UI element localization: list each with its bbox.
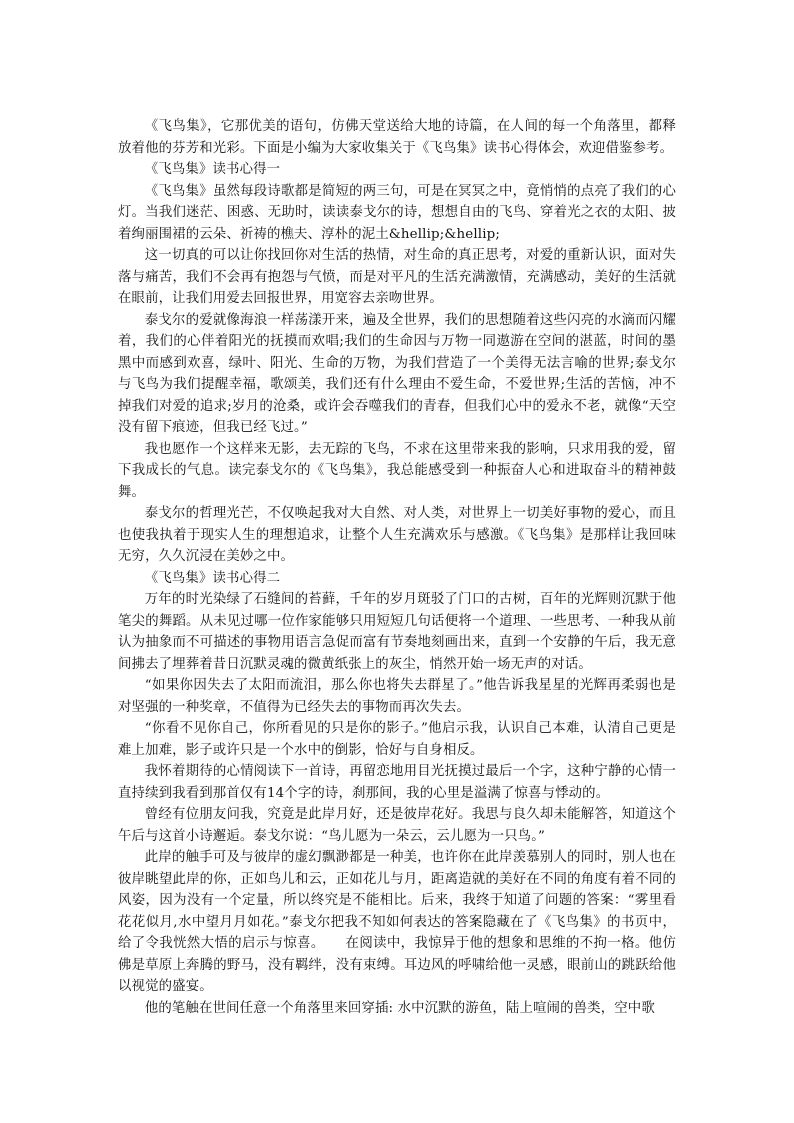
intro-paragraph: 《飞鸟集》，它那优美的语句，仿佛天堂送给大地的诗篇，在人间的每一个角落里，都释放着他的芬芳和光彩。下面是小编为大家收集关于《飞鸟集》读书心得体会，欢迎借鉴参考。	[118, 119, 676, 156]
section-heading-two: 《飞鸟集》读书心得二	[144, 570, 281, 586]
body-paragraph: 《飞鸟集》虽然每段诗歌都是简短的两三句，可是在冥冥之中，竟悄悄的点亮了我们的心灯。当我们迷茫、困惑、无助时，读读泰戈尔的诗，想想自由的飞鸟、穿着光之衣的太阳、披着绚丽围裙的云朵、祈祷的樵夫、淳朴的泥土&hellip;&hellip;	[118, 183, 676, 242]
body-paragraph: 我也愿作一个这样来无影，去无踪的飞鸟，不求在这里带来我的影响，只求用我的爱，留下我成长的气息。读完泰戈尔的《飞鸟集》，我总能感受到一种振奋人心和进取奋斗的精神鼓舞。	[118, 441, 676, 500]
body-paragraph: “你看不见你自己，你所看见的只是你的影子。”他启示我，认识自己本难，认清自己更是难上加难，影子或许只是一个水中的倒影，恰好与自身相反。	[118, 721, 676, 758]
body-paragraph: 泰戈尔的哲理光芒，不仅唤起我对大自然、对人类，对世界上一切美好事物的爱心，而且也使我执着于现实人生的理想追求，让整个人生充满欢乐与感激。《飞鸟集》是那样让我回味无穷，久久沉浸在美妙之中。	[118, 506, 676, 564]
body-paragraph: 曾经有位朋友问我，究竟是此岸月好，还是彼岸花好。我思与良久却未能解答，知道这个午后与这首小诗邂逅。泰戈尔说：“鸟儿愿为一朵云，云儿愿为一只鸟。”	[118, 807, 676, 844]
body-paragraph: 他的笔触在世间任意一个角落里来回穿插: 水中沉默的游鱼，陆上喧闹的兽类，空中歌	[144, 1000, 655, 1016]
document-body	[118, 116, 676, 1019]
body-paragraph: 此岸的触手可及与彼岸的虚幻飘渺都是一种美，也许你在此岸羡慕别人的同时，别人也在彼岸眺望此岸的你，正如鸟儿和云，正如花儿与月，距离造就的美好在不同的角度有着不同的风姿，因为没有一个定量，所以终究是不能相比。后来，我终于知道了问题的答案：“雾里看花花似月,水中望月月如花。”泰戈尔把我不知如何表达的答案隐藏在了《飞鸟集》的书页中，给了令我恍然大悟的启示与惊喜。 在阅读中，我惊异于他的想象和思维的不拘一格。他仿佛是草原上奔腾的野马，没有羁绊，没有束缚。耳边风的呼啸给他一灵感，眼前山的跳跃给他以视觉的盛宴。	[118, 850, 676, 994]
section-heading-one: 《飞鸟集》读书心得一	[144, 162, 281, 177]
body-paragraph: 万年的时光染绿了石缝间的苔藓，千年的岁月斑驳了门口的古树，百年的光辉则沉默于他笔尖的舞蹈。从未见过哪一位作家能够只用短短几句话便将一个道理、一些思考、一种我从前认为抽象而不可描述的事物用语言急促而富有节奏地刻画出来，直到一个安静的午后，我无意间拂去了埋葬着昔日沉默灵魂的微黄纸张上的灰尘，悄然开始一场无声的对话。	[118, 592, 676, 672]
body-paragraph: “如果你因失去了太阳而流泪，那么你也将失去群星了。”他告诉我星星的光辉再柔弱也是对坚强的一种奖章，不值得为已经失去的事物而再次失去。	[118, 678, 676, 715]
body-paragraph: 泰戈尔的爱就像海浪一样荡漾开来，遍及全世界，我们的思想随着这些闪亮的水滴而闪耀着，我们的心伴着阳光的抚摸而欢唱;我们的生命因与万物一同遨游在空间的湛蓝，时间的墨黑中而感到欢喜，绿叶、阳光、生命的万物，为我们营造了一个美得无法言喻的世界;泰戈尔与飞鸟为我们提醒幸福，歌颂美，我们还有什么理由不爱生命，不爱世界;生活的苦恼，冲不掉我们对爱的追求;岁月的沧桑，或许会吞噬我们的青春，但我们心中的爱永不老，就像“天空没有留下痕迹，但我已经飞过。”	[118, 312, 676, 435]
body-paragraph: 我怀着期待的心情阅读下一首诗，再留恋地用目光抚摸过最后一个字，这种宁静的心情一直持续到我看到那首仅有14个字的诗，刹那间，我的心里是溢满了惊喜与悸动的。	[118, 764, 676, 801]
body-paragraph: 这一切真的可以让你找回你对生活的热情，对生命的真正思考，对爱的重新认识，面对失落与痛苦，我们不会再有抱怨与气愤，而是对平凡的生活充满激情，充满感动，美好的生活就在眼前，让我们用爱去回报世界，用宽容去亲吻世界。	[118, 248, 676, 306]
